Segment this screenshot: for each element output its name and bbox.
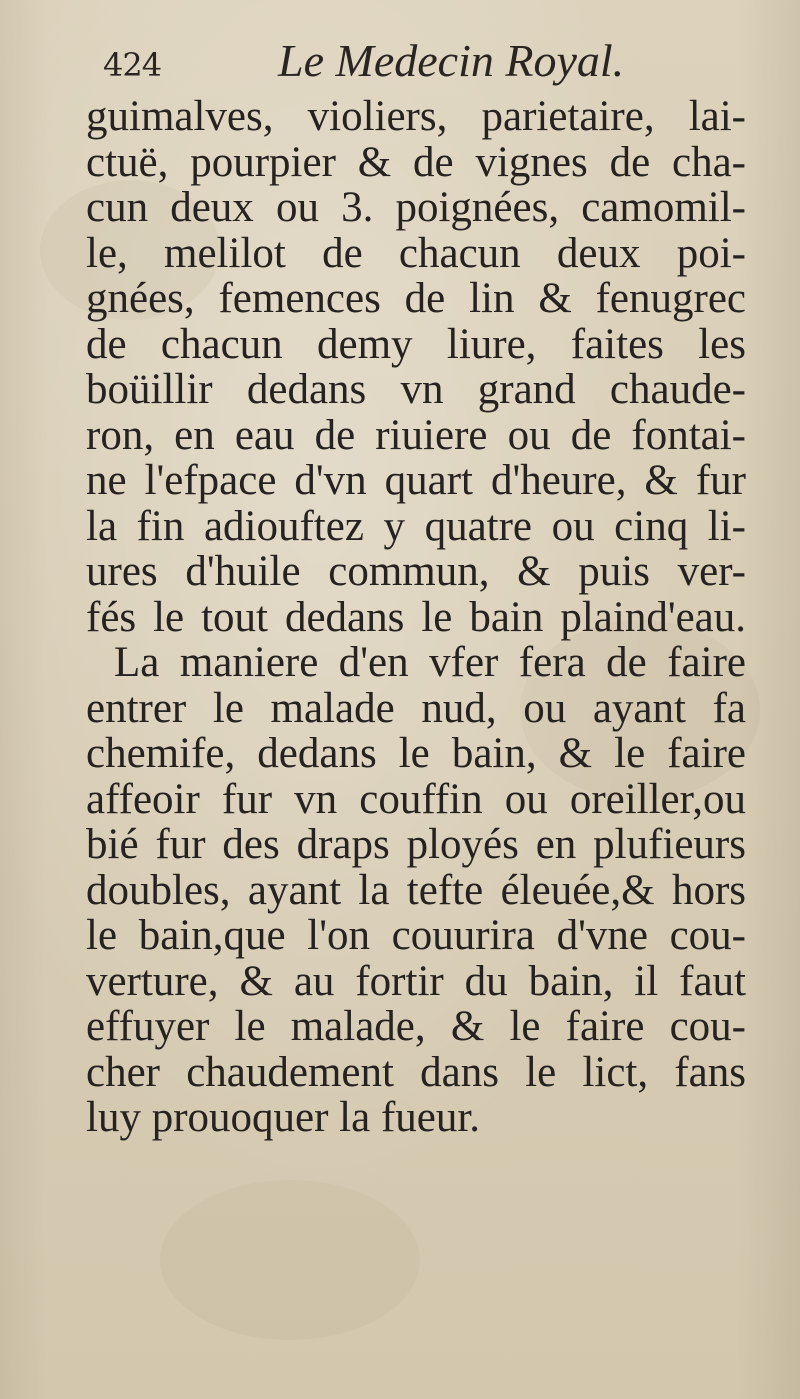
text-line: ne l'efpace d'vn quart d'heure, & fur bbox=[86, 457, 746, 504]
text-line: affeoir fur vn couffin ou oreiller,ou bbox=[86, 775, 746, 823]
text-line: guimalves, violiers, parietaire, lai- bbox=[86, 93, 746, 140]
text-line: verture, & au fortir du bain, il faut bbox=[86, 957, 746, 1005]
running-title: Le Medecin Royal. bbox=[278, 35, 625, 86]
text-line: le bain,que l'on couurira d'vne cou- bbox=[86, 912, 746, 959]
text-line: cun deux ou 3. poignées, camomil- bbox=[86, 184, 746, 231]
text-line: de chacun demy liure, faites les bbox=[86, 320, 746, 368]
text-line: fés le tout dedans le bain plaind'eau. bbox=[86, 593, 746, 641]
body-text bbox=[86, 94, 746, 1141]
page-number: 424 bbox=[103, 46, 162, 84]
page-header bbox=[0, 30, 800, 90]
text-line: cher chaudement dans le lict, fans bbox=[86, 1048, 746, 1096]
text-line: gnées, femences de lin & fenugrec bbox=[86, 275, 746, 322]
text-line: entrer le malade nud, ou ayant fa bbox=[86, 684, 746, 732]
text-line: effuyer le malade, & le faire cou- bbox=[86, 1003, 746, 1050]
text-line: doubles, ayant la tefte éleuée,& hors bbox=[86, 866, 746, 914]
text-line: le, melilot de chacun deux poi- bbox=[86, 229, 746, 277]
text-line: luy prouoquer la fueur. bbox=[86, 1094, 481, 1141]
text-line: la fin adiouftez y quatre ou cinq li- bbox=[86, 502, 746, 550]
paper-stain bbox=[160, 1180, 420, 1340]
text-line: ures d'huile commun, & puis ver- bbox=[86, 548, 746, 595]
text-line: chemife, dedans le bain, & le faire bbox=[86, 730, 746, 777]
paragraph-start-line: La maniere d'en vfer fera de faire bbox=[114, 639, 746, 686]
text-line: boüillir dedans vn grand chaude- bbox=[86, 366, 746, 413]
text-line: bié fur des draps ployés en plufieurs bbox=[86, 821, 746, 868]
text-line: ron, en eau de riuiere ou de fontai- bbox=[86, 411, 746, 459]
text-line: ctuë, pourpier & de vignes de cha- bbox=[86, 138, 746, 186]
